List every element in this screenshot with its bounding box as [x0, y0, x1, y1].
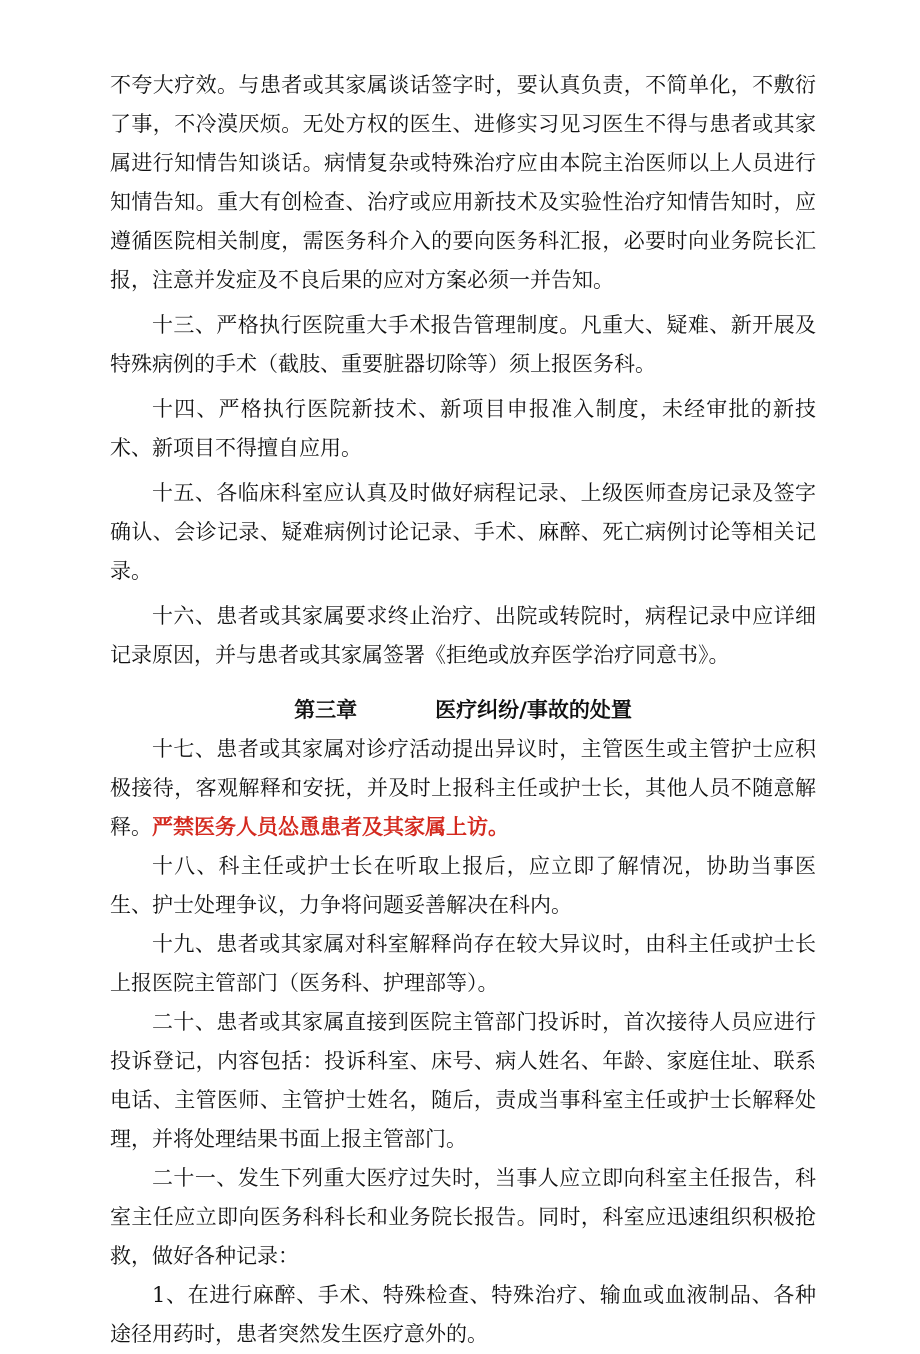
paragraph-13: 十三、严格执行医院重大手术报告管理制度。凡重大、疑难、新开展及特殊病例的手术（截肢、重要脏器切除等）须上报医务科。: [110, 313, 816, 376]
paragraph-15: 十五、各临床科室应认真及时做好病程记录、上级医师查房记录及签字确认、会诊记录、疑难病例讨论记录、手术、麻醉、死亡病例讨论等相关记录。: [110, 481, 816, 583]
chapter-heading: [110, 691, 816, 730]
chapter-title: 医疗纠纷/事故的处置: [435, 698, 632, 722]
paragraph-21: 二十一、发生下列重大医疗过失时，当事人应立即向科室主任报告，科室主任应立即向医务科科长和业务院长报告。同时，科室应迅速组织积极抢救，做好各种记录：: [110, 1166, 816, 1268]
paragraph-17-emphasis: 严禁医务人员怂恿患者及其家属上访。: [152, 815, 509, 839]
paragraph-14: 十四、严格执行医院新技术、新项目申报准入制度，未经审批的新技术、新项目不得擅自应用。: [110, 397, 816, 460]
paragraph-continued: 不夸大疗效。与患者或其家属谈话签字时，要认真负责，不简单化，不敷衍了事，不冷漠厌烦。无处方权的医生、进修实习见习医生不得与患者或其家属进行知情告知谈话。病情复杂或特殊治疗应由本院主治医师以上人员进行知情告知。重大有创检查、治疗或应用新技术及实验性治疗知情告知时，应遵循医院相关制度，需医务科介入的要向医务科汇报，必要时向业务院长汇报，注意并发症及不良后果的应对方案必须一并告知。: [110, 73, 816, 292]
paragraph-17: [110, 730, 816, 847]
paragraph-19: 十九、患者或其家属对科室解释尚存在较大异议时，由科主任或护士长上报医院主管部门（医务科、护理部等）。: [110, 932, 816, 995]
paragraph-20: 二十、患者或其家属直接到医院主管部门投诉时，首次接待人员应进行投诉登记，内容包括：投诉科室、床号、病人姓名、年龄、家庭住址、联系电话、主管医师、主管护士姓名，随后，责成当事科室主任或护士长解释处理，并将处理结果书面上报主管部门。: [110, 1010, 816, 1151]
paragraph-16: 十六、患者或其家属要求终止治疗、出院或转院时，病程记录中应详细记录原因，并与患者或其家属签署《拒绝或放弃医学治疗同意书》。: [110, 604, 816, 667]
document-page: [110, 66, 816, 1354]
paragraph-18: 十八、科主任或护士长在听取上报后，应立即了解情况，协助当事医生、护士处理争议，力争将问题妥善解决在科内。: [110, 854, 816, 917]
paragraph-21-item-1: 1、在进行麻醉、手术、特殊检查、特殊治疗、输血或血液制品、各种途径用药时，患者突然发生医疗意外的。: [110, 1283, 816, 1346]
chapter-number: 第三章: [294, 698, 358, 722]
paragraph-17-text: 十七、患者或其家属对诊疗活动提出异议时，主管医生或主管护士应积极接待，客观解释和安抚，并及时上报科主任或护士长，其他人员不随意解释。: [110, 737, 816, 839]
